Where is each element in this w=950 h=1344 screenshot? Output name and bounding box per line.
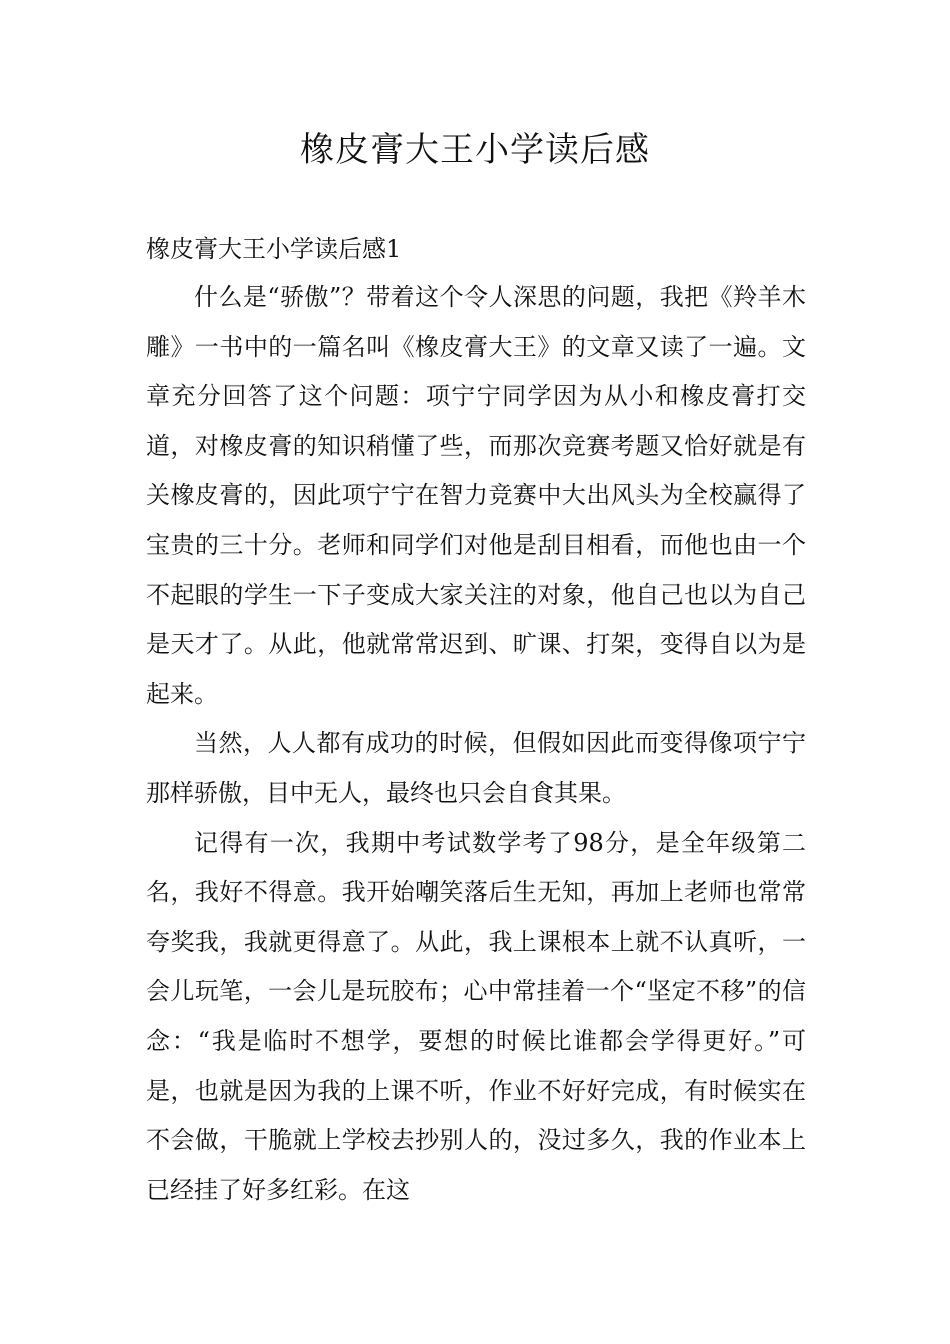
paragraph-2: 当然，人人都有成功的时候，但假如因此而变得像项宁宁那样骄傲，目中无人，最终也只会自食其果。 [146, 729, 806, 807]
paragraph-3: 记得有一次，我期中考试数学考了98分，是全年级第二名，我好不得意。我开始嘲笑落后生无知，再加上老师也常常夸奖我，我就更得意了。从此，我上课根本上就不认真听，一会儿玩笔，一会儿是玩胶布；心中常挂着一个“坚定不移”的信念：“我是临时不想学，要想的时候比谁都会学得更好。”可是，也就是因为我的上课不听，作业不好好完成，有时候实在不会做，干脆就上学校去抄别人的，没过多久，我的作业本上已经挂了好多红彩。在这 [146, 828, 806, 1204]
paragraph-1: 什么是“骄傲”？带着这个令人深思的问题，我把《羚羊木雕》一书中的一篇名叫《橡皮膏大王》的文章又读了一遍。文章充分回答了这个问题：项宁宁同学因为从小和橡皮膏打交道，对橡皮膏的知识稍懂了些，而那次竞赛考题又恰好就是有关橡皮膏的，因此项宁宁在智力竞赛中大出风头为全校赢得了宝贵的三十分。老师和同学们对他是刮目相看，而他也由一个不起眼的学生一下子变成大家关注的对象，他自己也以为自己是天才了。从此，他就常常迟到、旷课、打架，变得自以为是起来。 [146, 283, 806, 708]
section-heading: 橡皮膏大王小学读后感1 [146, 235, 402, 263]
document-body [146, 225, 806, 1215]
document-title: 橡皮膏大王小学读后感 [300, 130, 650, 170]
